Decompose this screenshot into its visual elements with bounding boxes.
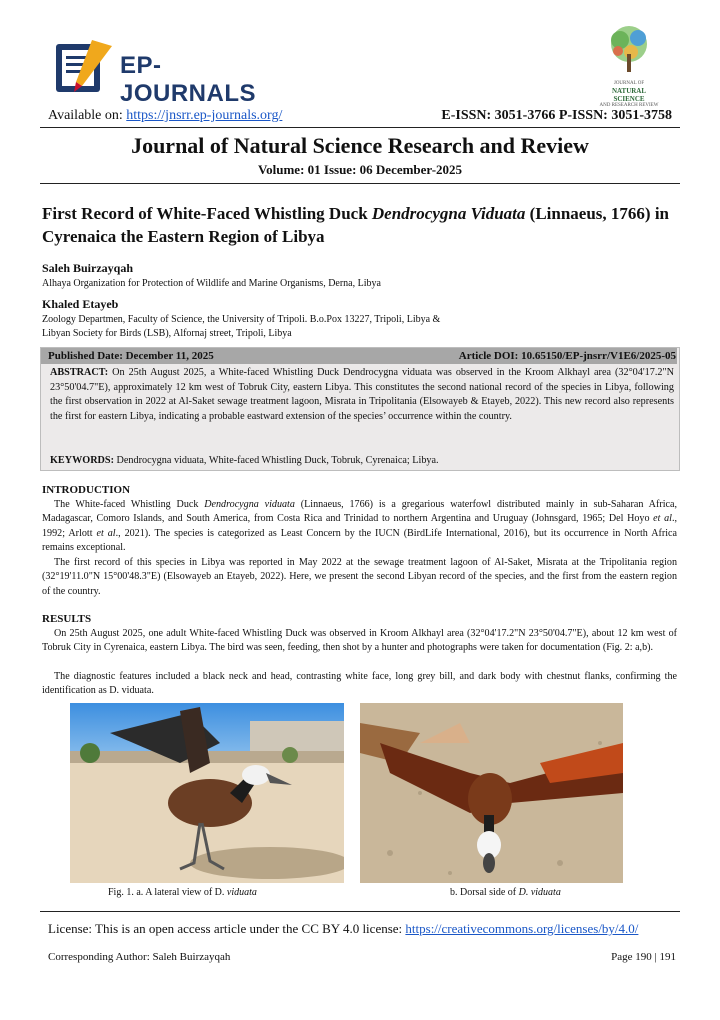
- tree-icon: [604, 24, 654, 76]
- title-text: First Record of White-Faced Whistling Duck: [42, 204, 372, 223]
- abstract-label: ABSTRACT:: [50, 367, 109, 378]
- author-name: Saleh Buirzayqah: [42, 261, 134, 275]
- ep-journals-logo: [52, 30, 257, 107]
- paragraph: The diagnostic features included a black neck and head, contrasting white face, long grey bill, and dark body with chestnut flanks, confirming the identification as D. viduata.: [42, 671, 677, 697]
- duck-lateral-photo: [70, 703, 344, 883]
- section-heading: RESULTS: [42, 613, 92, 625]
- title-species: Dendrocygna Viduata: [371, 204, 526, 223]
- paragraph: The first record of this species in Libya was reported in May 2022 at the sewage treatment lagoon of Al-Saket, Misrata at the Tripolitania region (32°19'11.0"N 15°00'48.3"E) (Elsowayeb an Etayeb, 2022). Here, we present the second Libyan record of the species, and the first from the eastern region of the country.: [42, 557, 677, 597]
- book-pen-logo-icon: [52, 36, 116, 100]
- available-label: Available on:: [48, 108, 123, 123]
- figure-caption: Fig. 1. a. A lateral view of D. viduata: [108, 887, 257, 898]
- license-link[interactable]: https://creativecommons.org/licenses/by/4.0/: [405, 921, 639, 936]
- issn: E-ISSN: 3051-3766 P-ISSN: 3051-3758: [441, 108, 672, 123]
- seal-line-1: JOURNAL OF: [613, 81, 645, 86]
- logo-text: EP-JOURNALS: [120, 52, 257, 107]
- published-date: Published Date: December 11, 2025: [48, 350, 214, 362]
- keywords: [50, 455, 670, 466]
- keywords-text: Dendrocygna viduata, White-faced Whistling Duck, Tobruk, Cyrenaica; Libya.: [116, 455, 439, 466]
- paragraph: On 25th August 2025, one adult White-faced Whistling Duck was observed in Kroom Alkhayl area (32°04'17.2"N 23°50'04.7"E), about 12 km west of Tobruk City in Cyrenaica, eastern Libya. The bird was seen, feeding, then shot by a hunter and photographs were taken for documentation (Fig. 2: a,b).: [42, 628, 677, 654]
- author-name: Khaled Etayeb: [42, 297, 119, 311]
- available-on: [48, 108, 282, 124]
- abstract-text: On 25th August 2025, a White-faced Whistling Duck Dendrocygna viduata was observed in the Kroom Alkhayl area (32°04'17.2"N 23°50'04.7"E), approximately 12 km west of Tobruk City, eastern Libya. This constitutes the second national record of the species in Libya, following the first observation in 2022 at Al-Saket sewage treatment lagoon, Misrata in Tripolitania (Elsowayeb & Etayeb, 2022). This new record also represents the first for eastern Libya, indicating a probable eastward extension of the species’ occurrence within the country.: [50, 367, 675, 422]
- author-affiliation: Libyan Society for Birds (LSB), Alfornaj street, Tripoli, Libya: [42, 328, 292, 339]
- article-doi: Article DOI: 10.65150/EP-jnsrr/V1E6/2025-05: [458, 350, 676, 362]
- license-text: License: This is an open access article under the CC BY 4.0 license:: [48, 921, 406, 936]
- keywords-label: KEYWORDS:: [50, 455, 114, 466]
- seal-line-2: NATURAL SCIENCE: [611, 87, 647, 103]
- title-text-2: (Linnaeus, 1766) in Cyrenaica the Eastern Region of Libya: [42, 204, 669, 246]
- journal-url-link[interactable]: https://jnsrr.ep-journals.org/: [126, 108, 283, 123]
- page-number: Page 190 | 191: [611, 951, 676, 963]
- license: [48, 921, 638, 937]
- author-affiliation: Zoology Departmen, Faculty of Science, the University of Tripoli. B.o.Pox 13227, Tripoli, Libya &: [42, 314, 441, 325]
- divider: [40, 911, 680, 912]
- journal-title: Journal of Natural Science Research and Review: [131, 133, 589, 158]
- corresponding-author: Corresponding Author: Saleh Buirzayqah: [48, 951, 231, 963]
- article-title: [42, 202, 682, 248]
- seal-line-3: AND RESEARCH REVIEW: [599, 103, 659, 108]
- divider: [40, 183, 680, 184]
- divider: [40, 127, 680, 128]
- journal-seal: [598, 24, 660, 106]
- journal-volume: Volume: 01 Issue: 06 December-2025: [257, 162, 463, 177]
- paragraph: The White-faced Whistling Duck Dendrocygna viduata (Linnaeus, 1766) is a gregarious waterfowl distributed mainly in sub-Saharan Africa, Madagascar, Comoro Islands, and South America, from Costa Rica and Trinidad to northern Argentina and Uruguay (Johnsgard, 1965; Del Hoyo et al., 1992; Arlott et al., 2021). The species is categorized as Least Concern by the IUCN (BirdLife International, 2016), but its occurrence in North Africa remains exceptional.: [42, 499, 677, 554]
- photo-lateral-view: [70, 703, 344, 883]
- photo-dorsal-view: [360, 703, 623, 883]
- section-heading: INTRODUCTION: [42, 484, 131, 496]
- abstract: [50, 366, 674, 424]
- duck-dorsal-photo: [360, 703, 623, 883]
- figure-caption: b. Dorsal side of D. viduata: [450, 887, 561, 898]
- author-affiliation: Alhaya Organization for Protection of Wildlife and Marine Organisms, Derna, Libya: [42, 278, 381, 289]
